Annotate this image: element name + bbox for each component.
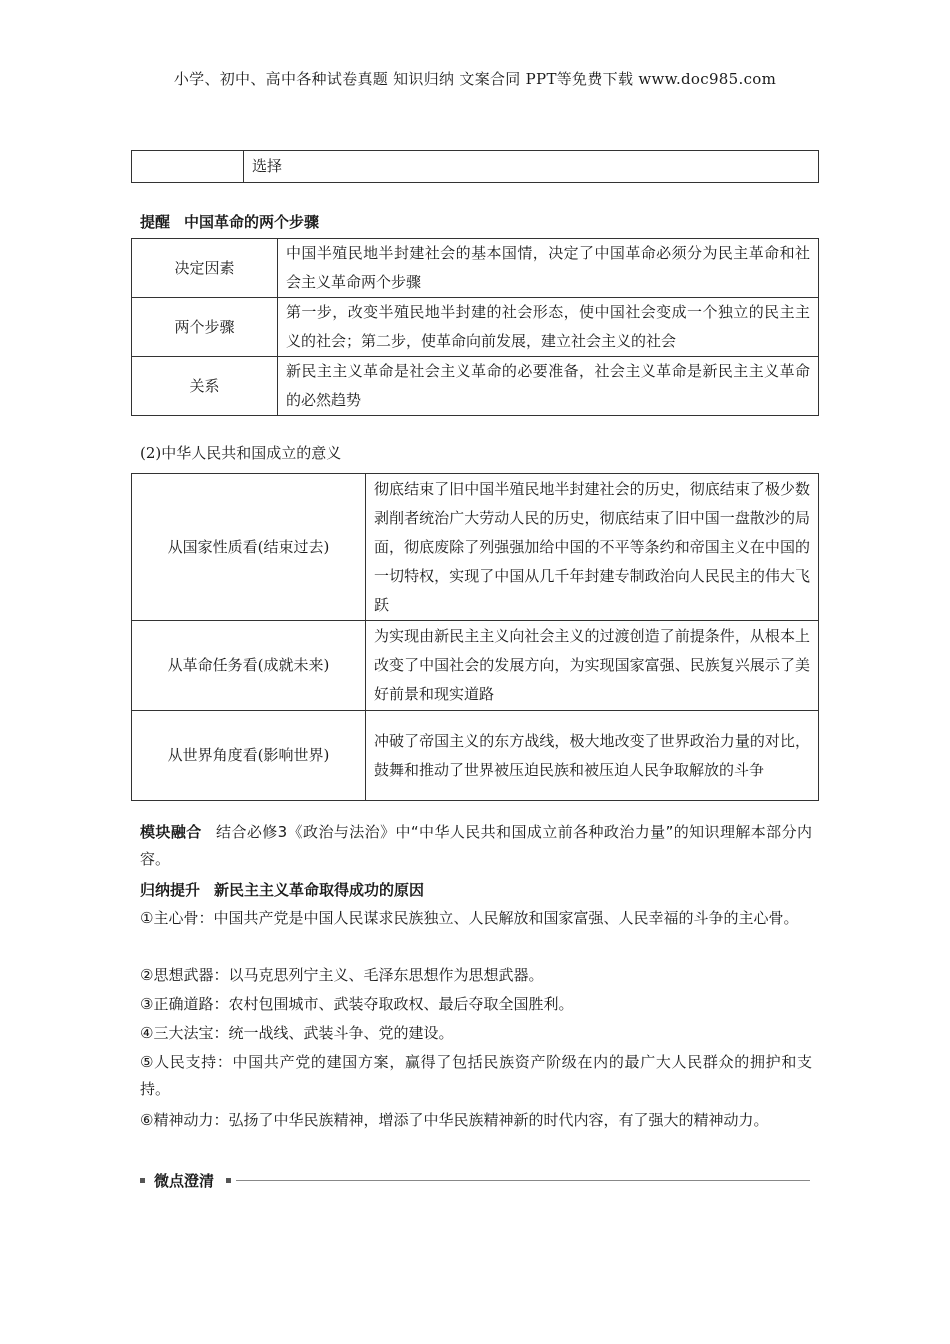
row-label: 两个步骤 [132,298,278,357]
row-label: 从世界角度看(影响世界) [132,711,366,801]
table-row [132,621,819,711]
summary-title: 新民主主义革命取得成功的原因 [214,881,425,899]
summary-label: 归纳提升 [140,881,201,899]
table-row [132,239,819,298]
summary-item-5: ⑤人民支持：中国共产党的建国方案，赢得了包括民族资产阶级在内的最广大人民群众的拥护和支持。 [140,1053,812,1098]
table-row [132,357,819,416]
section-title: (2)中华人民共和国成立的意义 [140,444,342,462]
row-label: 从革命任务看(成就未来) [132,621,366,711]
row-label: 从国家性质看(结束过去) [132,474,366,621]
summary-item-4: ④三大法宝：统一战线、武装斗争、党的建设。 [140,1024,454,1042]
page-header: 小学、初中、高中各种试卷真题 知识归纳 文案合同 PPT等免费下载 www.doc985.com [173,70,777,88]
summary-item-6: ⑥精神动力：弘扬了中华民族精神，增添了中华民族精神新的时代内容，有了强大的精神动力。 [140,1111,769,1129]
square-bullet-icon [226,1178,231,1183]
summary-heading [140,877,812,904]
table-row [132,474,819,621]
row-text: 第一步，改变半殖民地半封建的社会形态，使中国社会变成一个独立的民主主义的社会；第二步，使革命向前发展，建立社会主义的社会 [278,298,819,357]
table-continuation [131,150,819,183]
square-bullet-icon [140,1178,145,1183]
table-cell: 选择 [244,151,819,183]
row-text: 新民主主义革命是社会主义革命的必要准备，社会主义革命是新民主主义革命的必然趋势 [278,357,819,416]
table-cell-empty [132,151,244,183]
fusion-paragraph [140,819,812,873]
divider-line [236,1180,810,1181]
tip-label: 提醒 [140,213,171,231]
row-text: 冲破了帝国主义的东方战线，极大地改变了世界政治力量的对比，鼓舞和推动了世界被压迫民族和被压迫人民争取解放的斗争 [366,711,819,801]
table-row [132,711,819,801]
summary-item-2: ②思想武器：以马克思列宁主义、毛泽东思想作为思想武器。 [140,966,544,984]
divider-label: 微点澄清 [154,1172,215,1190]
row-label: 关系 [132,357,278,416]
table-row [132,298,819,357]
row-label: 决定因素 [132,239,278,298]
summary-item-3: ③正确道路：农村包围城市、武装夺取政权、最后夺取全国胜利。 [140,995,574,1013]
fusion-text: 结合必修3《政治与法治》中“中华人民共和国成立前各种政治力量”的知识理解本部分内容。 [140,823,812,868]
significance-table [131,473,819,801]
tip-title: 中国革命的两个步骤 [184,213,320,231]
row-text: 为实现由新民主主义向社会主义的过渡创造了前提条件，从根本上改变了中国社会的发展方向，为实现国家富强、民族复兴展示了美好前景和现实道路 [366,621,819,711]
tip-heading [140,211,319,232]
summary-item-1: ①主心骨：中国共产党是中国人民谋求民族独立、人民解放和国家富强、人民幸福的斗争的主心骨。 [140,909,799,927]
section-divider [140,1170,810,1192]
revolution-steps-table [131,238,819,416]
table-row [132,151,819,183]
row-text: 彻底结束了旧中国半殖民地半封建社会的历史，彻底结束了极少数剥削者统治广大劳动人民的历史，彻底结束了旧中国一盘散沙的局面，彻底废除了列强强加给中国的不平等条约和帝国主义在中国的一切特权，实现了中国从几千年封建专制政治向人民民主的伟大飞跃 [366,474,819,621]
row-text: 中国半殖民地半封建社会的基本国情，决定了中国革命必须分为民主革命和社会主义革命两个步骤 [278,239,819,298]
fusion-label: 模块融合 [140,823,202,841]
